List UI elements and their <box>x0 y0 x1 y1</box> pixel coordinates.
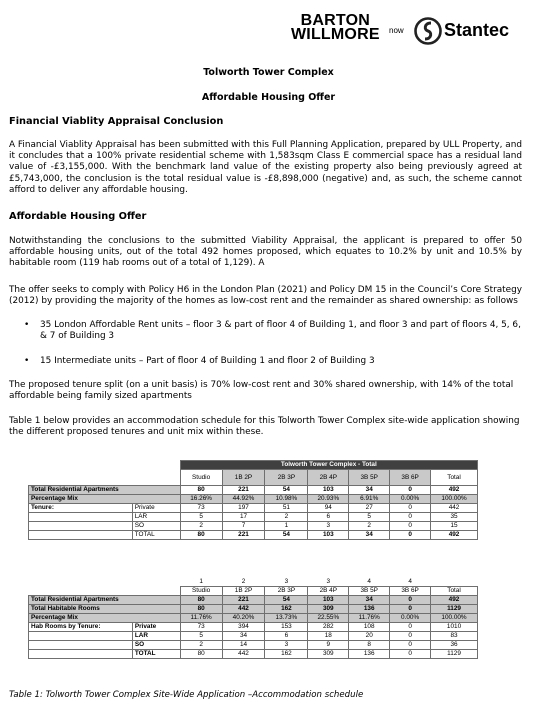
table-cell: 100.00% <box>431 495 478 504</box>
table-cell: 34 <box>222 632 265 641</box>
table-cell: 492 <box>431 531 478 540</box>
table-cell: 442 <box>431 504 478 513</box>
table-cell: 54 <box>265 596 308 605</box>
table-cell: 6 <box>308 513 349 522</box>
column-header: Total <box>431 470 478 486</box>
table-cell: 282 <box>308 623 349 632</box>
row-sublabel: LAR <box>132 632 180 641</box>
table-cell: 492 <box>431 596 478 605</box>
table-cell: 153 <box>265 623 308 632</box>
table-cell: 51 <box>265 504 308 513</box>
row-label: Percentage Mix <box>29 614 181 623</box>
row-label: Total Residential Apartments <box>29 596 181 605</box>
table-cell: 0 <box>390 513 431 522</box>
table-cell: 0 <box>390 605 431 614</box>
column-header: Studio <box>180 587 222 596</box>
room-count-label: 3 <box>284 578 289 585</box>
offer-paragraph-2: The offer seeks to comply with Policy H6 in the London Plan (2021) and Policy DM 15 in the Council’s Core Strategy (2012) by providing the majority of the homes as low-cost rent and the remainder as shared ownership: as follows <box>9 285 522 307</box>
table-cell: 136 <box>349 605 390 614</box>
table-cell: 136 <box>349 650 390 659</box>
table-cell: 6.91% <box>349 495 390 504</box>
stantec-wordmark: Stantec <box>444 20 510 40</box>
bullet-icon: • <box>24 356 30 366</box>
table-cell: 5 <box>349 513 390 522</box>
table-cell: 0 <box>390 531 431 540</box>
table-cell: 80 <box>180 650 222 659</box>
bullet-icon: • <box>24 320 30 330</box>
table-cell: 11.76% <box>180 614 222 623</box>
room-count-label: 2 <box>241 578 246 585</box>
table-cell: 10.98% <box>265 495 308 504</box>
row-sublabel: LAR <box>132 513 180 522</box>
offer-paragraph-3: The proposed tenure split (on a unit basis) is 70% low-cost rent and 30% shared ownership, with 14% of the total affordable being family sized apartments <box>9 380 514 402</box>
table-cell: 54 <box>265 531 308 540</box>
table-cell: 0 <box>390 623 431 632</box>
column-header: 3B 5P <box>349 587 390 596</box>
table-cell: 442 <box>222 650 265 659</box>
table-cell: 5 <box>180 632 222 641</box>
table-cell: 0 <box>390 486 431 495</box>
table-cell: 0 <box>390 650 431 659</box>
table-cell: 16.26% <box>180 495 222 504</box>
document-title: Tolworth Tower Complex <box>203 67 334 78</box>
table-cell: 2 <box>265 513 308 522</box>
table-cell: 1129 <box>431 605 478 614</box>
table-cell: 0 <box>390 596 431 605</box>
table-cell: 162 <box>265 605 308 614</box>
table-cell: 0 <box>390 632 431 641</box>
row-sublabel: TOTAL <box>132 531 180 540</box>
logo-line-1: BARTON <box>300 12 371 29</box>
table-cell: 18 <box>308 632 349 641</box>
row-sublabel: TOTAL <box>132 650 180 659</box>
logo-line-2: WILLMORE <box>291 26 380 43</box>
row-label: Percentage Mix <box>29 495 181 504</box>
table-cell: 394 <box>222 623 265 632</box>
table-caption: Table 1: Tolworth Tower Complex Site-Wide Application –Accommodation schedule <box>9 690 364 700</box>
row-label <box>29 650 133 659</box>
table-cell: 34 <box>349 531 390 540</box>
table-cell: 0 <box>390 504 431 513</box>
table-cell: 80 <box>180 486 222 495</box>
fva-paragraph: A Financial Viablity Appraisal has been submitted with this Full Planning Application, prepared by ULL Property, and it concludes that a 100% private residential scheme with 1,583sqm Class E commercial space has a residual land value of -£3,155,000. With the benchmark land value of the existing property also being previously agreed at £5,743,000, the conclusion is the total residual value is -£8,898,000 (negative) and, as such, the scheme cannot afford to deliver any affordable housing. <box>9 140 522 195</box>
table-cell: 34 <box>349 596 390 605</box>
table-cell: 0.00% <box>390 614 431 623</box>
table-cell: 221 <box>222 486 265 495</box>
table-cell: 83 <box>431 632 478 641</box>
bullet-item-intermediate: 15 Intermediate units – Part of floor 4 of Building 1 and floor 2 of Building 3 <box>40 356 375 366</box>
room-count-label: 1 <box>199 578 203 585</box>
table-cell: 17 <box>222 513 265 522</box>
room-count-label: 4 <box>408 578 412 585</box>
table-cell: 11.76% <box>349 614 390 623</box>
table-cell: 44.92% <box>222 495 265 504</box>
row-sublabel: Private <box>132 623 180 632</box>
table-cell: 94 <box>308 504 349 513</box>
table-cell: 309 <box>308 605 349 614</box>
table-cell: 1010 <box>431 623 478 632</box>
document-subtitle: Affordable Housing Offer <box>201 92 336 103</box>
table-cell: 3 <box>308 522 349 531</box>
column-header: 3B 5P <box>349 470 390 486</box>
column-header: 1B 2P <box>222 470 265 486</box>
column-header: 3B 6P <box>390 470 431 486</box>
row-sublabel: Private <box>132 504 180 513</box>
column-header: 2B 4P <box>308 470 349 486</box>
table-cell: 6 <box>265 632 308 641</box>
section-heading-fva: Financial Viablity Appraisal Conclusion <box>9 116 224 127</box>
table-cell: 7 <box>222 522 265 531</box>
row-label <box>29 641 133 650</box>
table-cell: 36 <box>431 641 478 650</box>
room-count-label <box>431 578 478 587</box>
table-cell: 73 <box>180 623 222 632</box>
accommodation-table-units <box>28 460 478 540</box>
table-header: Tolworth Tower Complex - Total <box>180 461 477 470</box>
table-cell: 40.20% <box>222 614 265 623</box>
table-cell: 13.73% <box>265 614 308 623</box>
room-count-label: 4 <box>367 578 371 585</box>
row-label: Tenure: <box>29 504 133 513</box>
table-cell: 14 <box>222 641 265 650</box>
table-cell: 8 <box>349 641 390 650</box>
table-cell: 221 <box>222 596 265 605</box>
room-count-label: 3 <box>326 578 331 585</box>
column-header: 2B 3P <box>265 470 308 486</box>
table-cell: 197 <box>222 504 265 513</box>
table-cell: 73 <box>180 504 222 513</box>
column-header: Studio <box>180 470 222 486</box>
table-cell: 22.55% <box>308 614 349 623</box>
table-cell: 80 <box>180 605 222 614</box>
table-cell: 2 <box>180 641 222 650</box>
table-cell: 162 <box>265 650 308 659</box>
table-cell: 103 <box>308 486 349 495</box>
row-label <box>29 531 133 540</box>
table-cell: 20 <box>349 632 390 641</box>
barton-willmore-logo <box>291 14 380 42</box>
column-header: 2B 3P <box>265 587 308 596</box>
table-cell: 108 <box>349 623 390 632</box>
table-cell: 0 <box>390 522 431 531</box>
table-cell: 103 <box>308 596 349 605</box>
table-cell: 0 <box>390 641 431 650</box>
table-cell: 492 <box>431 486 478 495</box>
table-cell: 34 <box>349 486 390 495</box>
table-cell: 27 <box>349 504 390 513</box>
column-header: 3B 6P <box>390 587 431 596</box>
row-label <box>29 632 133 641</box>
table-cell: 309 <box>308 650 349 659</box>
table-cell: 103 <box>308 531 349 540</box>
table-cell: 2 <box>180 522 222 531</box>
column-header: 2B 4P <box>308 587 349 596</box>
table-cell: 1 <box>265 522 308 531</box>
row-label: Total Residential Apartments <box>29 486 181 495</box>
section-heading-offer: Affordable Housing Offer <box>9 211 147 222</box>
table-cell: 9 <box>308 641 349 650</box>
accommodation-table-habitable-rooms <box>28 578 478 659</box>
table-cell: 3 <box>265 641 308 650</box>
table-cell: 35 <box>431 513 478 522</box>
column-header: 1B 2P <box>222 587 265 596</box>
table-cell: 5 <box>180 513 222 522</box>
table-cell: 442 <box>222 605 265 614</box>
logo-now-text: now <box>389 26 404 35</box>
bullet-item-lar: 35 London Affordable Rent units – floor 3 & part of floor 4 of Building 1, and floor 3 and part of floors 4, 5, 6, & 7 of Building 3 <box>40 320 521 342</box>
table-cell: 80 <box>180 531 222 540</box>
table-cell: 100.00% <box>431 614 478 623</box>
column-header: Total <box>431 587 478 596</box>
offer-paragraph-1: Notwithstanding the conclusions to the submitted Viability Appraisal, the applicant is prepared to offer 50 affordable housing units, out of the total 492 homes proposed, which equates to 10.2% by unit and 10.5% by habitable room (119 hab rooms out of a total of 1,129). A <box>9 236 522 269</box>
table-cell: 221 <box>222 531 265 540</box>
stantec-logo-mark-icon <box>414 17 442 49</box>
row-label: Hab Rooms by Tenure: <box>29 623 133 632</box>
table-cell: 20.93% <box>308 495 349 504</box>
row-label <box>29 513 133 522</box>
table-cell: 0.00% <box>390 495 431 504</box>
row-label <box>29 522 133 531</box>
table-cell: 80 <box>180 596 222 605</box>
row-sublabel: SO <box>132 641 180 650</box>
offer-paragraph-4: Table 1 below provides an accommodation schedule for this Tolworth Tower Complex site-wide application showing the different proposed tenures and unit mix within these. <box>9 416 520 438</box>
table-cell: 15 <box>431 522 478 531</box>
row-label: Total Habitable Rooms <box>29 605 181 614</box>
table-cell: 1129 <box>431 650 478 659</box>
table-cell: 54 <box>265 486 308 495</box>
table-cell: 2 <box>349 522 390 531</box>
row-sublabel: SO <box>132 522 180 531</box>
